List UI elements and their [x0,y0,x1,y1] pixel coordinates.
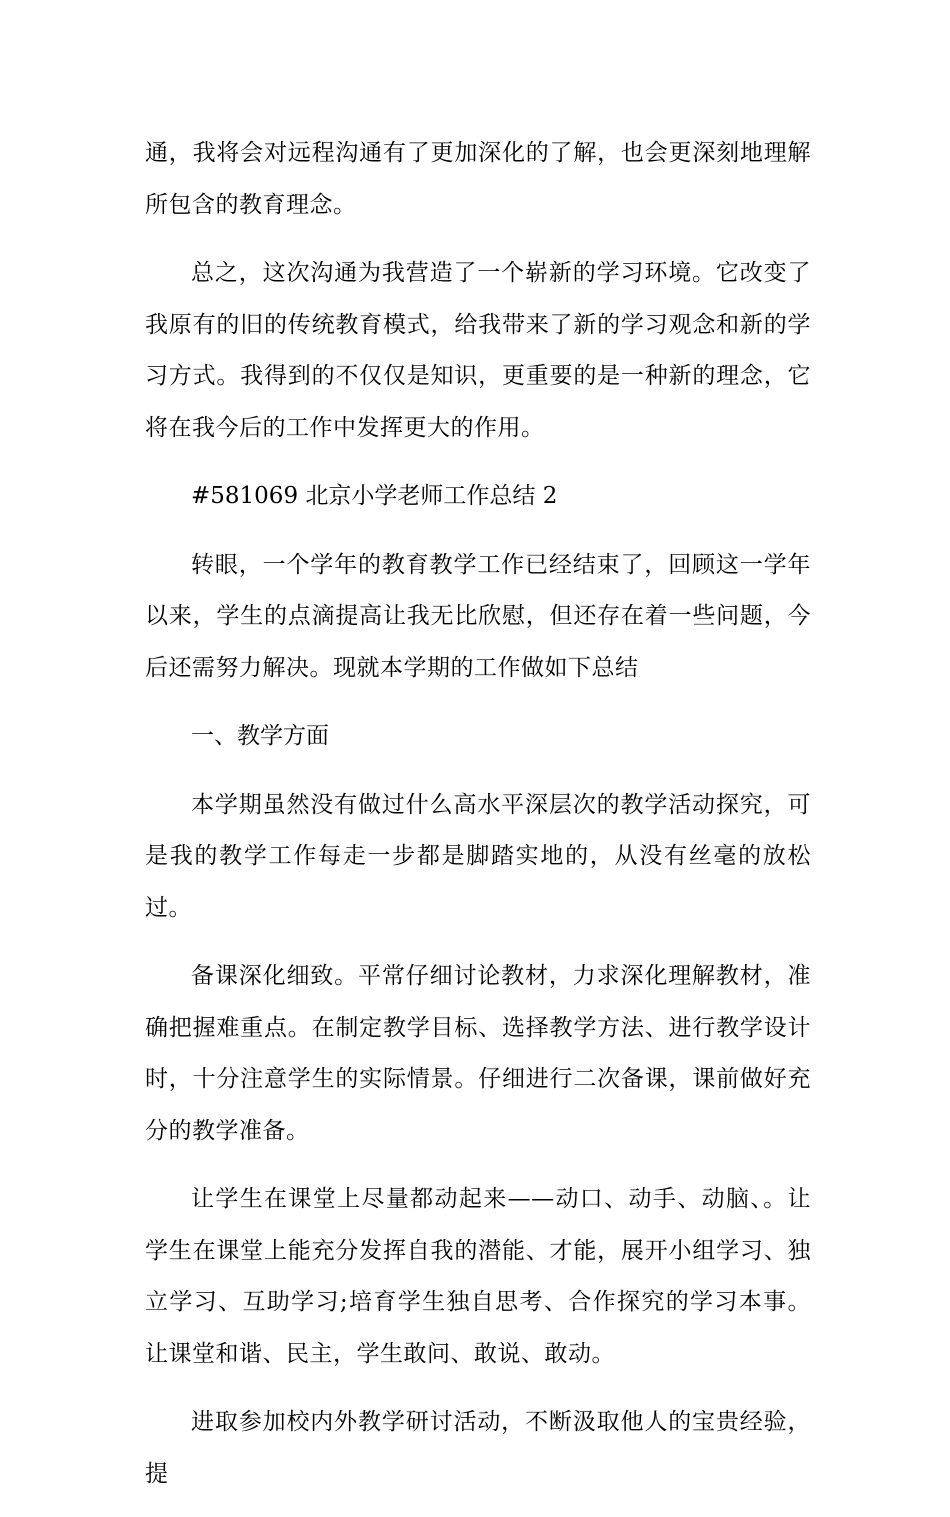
paragraph-teaching-overview: 本学期虽然没有做过什么高水平深层次的教学活动探究，可是我的教学工作每走一步都是脚踏实地的，从没有丝毫的放松过。 [145,791,811,921]
paragraph-research: 进取参加校内外教学研讨活动，不断汲取他人的宝贵经验，提 [145,1409,811,1487]
section-title: #581069 北京小学老师工作总结 2 [191,483,558,509]
paragraph-lesson-prep: 备课深化细致。平常仔细讨论教材，力求深化理解教材，准确把握难重点。在制定教学目标、选择教学方法、进行教学设计时，十分注意学生的实际情景。仔细进行二次备课，课前做好充分的教学准备。 [145,963,811,1144]
document-page [145,128,811,1517]
paragraph-classroom: 让学生在课堂上尽量都动起来——动口、动手、动脑、。让学生在课堂上能充分发挥自我的潜能、才能，展开小组学习、独立学习、互助学习;培育学生独自思考、合作探究的学习本事。让课堂和谐、民主，学生敢问、敢说、敢动。 [145,1186,811,1367]
paragraph-intro: 转眼，一个学年的教育教学工作已经结束了，回顾这一学年以来，学生的点滴提高让我无比欣慰，但还存在着一些问题，今后还需努力解决。现就本学期的工作做如下总结 [145,551,811,681]
paragraph-summary: 总之，这次沟通为我营造了一个崭新的学习环境。它改变了我原有的旧的传统教育模式，给我带来了新的学习观念和新的学习方式。我得到的不仅仅是知识，更重要的是一种新的理念，它将在我今后的工作中发挥更大的作用。 [145,260,811,441]
paragraph-continuation: 通，我将会对远程沟通有了更加深化的了解，也会更深刻地理解所包含的教育理念。 [145,140,811,218]
section-heading-teaching: 一、教学方面 [191,723,329,749]
